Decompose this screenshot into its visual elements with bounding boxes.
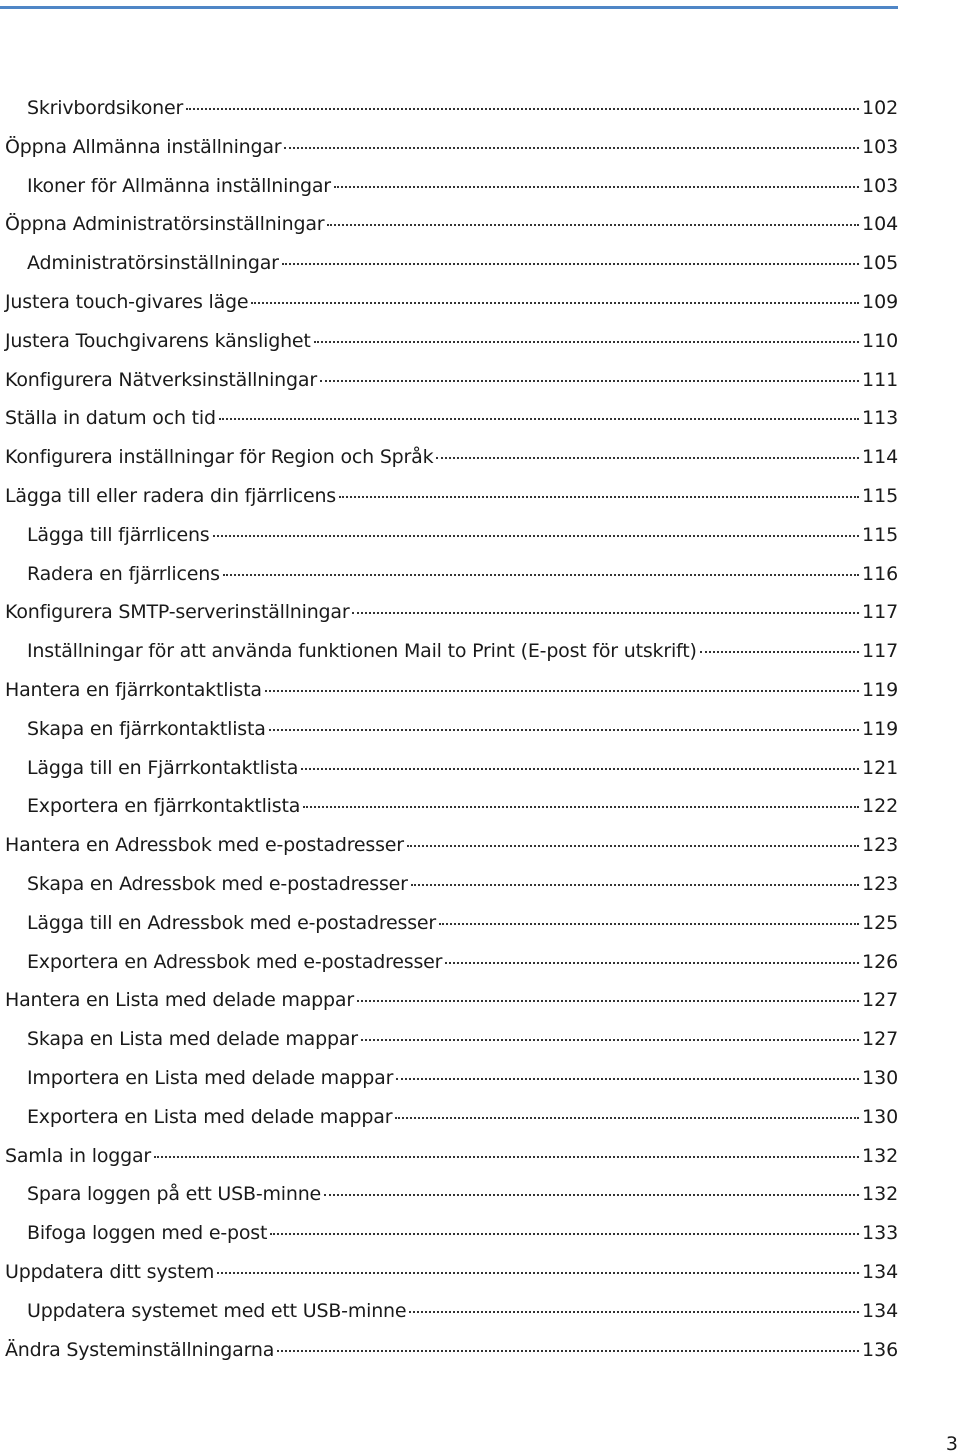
toc-entry-title: Lägga till en Adressbok med e-postadresser [27,911,437,934]
toc-entry[interactable] [0,1137,898,1176]
toc-entry-title: Lägga till fjärrlicens [27,523,210,546]
toc-entry-page: 126 [862,950,898,973]
toc-entry[interactable] [0,1175,898,1214]
toc-entry-title: Skapa en fjärrkontaktlista [27,717,266,740]
toc-entry-page: 134 [862,1260,898,1283]
toc-entry-page: 111 [862,368,898,391]
toc-dot-leader [409,1310,859,1313]
toc-entry[interactable] [0,516,898,555]
toc-entry[interactable] [0,244,898,283]
toc-entry-title: Justera touch-givares läge [5,290,249,313]
toc-entry-page: 133 [862,1222,898,1245]
toc-dot-leader [439,922,859,925]
toc-dot-leader [269,728,859,731]
toc-entry[interactable] [0,477,898,516]
toc-entry-title: Inställningar för att använda funktionen Mail to Print (E-post för utskrift) [27,640,697,663]
toc-entry-title: Öppna Allmänna inställningar [5,135,282,158]
toc-entry-page: 121 [862,756,898,779]
toc-entry-page: 136 [862,1338,898,1361]
toc-dot-leader [334,185,859,188]
table-of-contents [0,89,898,1369]
toc-entry[interactable] [0,555,898,594]
toc-dot-leader [217,1271,859,1274]
toc-dot-leader [407,844,859,847]
toc-dot-leader [436,456,859,459]
toc-entry-title: Konfigurera Nätverksinställningar [5,368,317,391]
toc-dot-leader [282,262,859,265]
toc-dot-leader [396,1077,859,1080]
toc-entry[interactable] [0,1292,898,1331]
toc-entry[interactable] [0,749,898,788]
toc-entry[interactable] [0,128,898,167]
toc-dot-leader [314,340,859,343]
toc-entry-page: 116 [862,562,898,585]
toc-dot-leader [700,650,859,653]
toc-entry-page: 109 [862,290,898,313]
toc-entry-page: 123 [862,872,898,895]
toc-entry-title: Ikoner för Allmänna inställningar [27,174,331,197]
toc-dot-leader [339,495,859,498]
toc-dot-leader [445,961,859,964]
header-rule [0,6,898,9]
toc-entry-page: 119 [862,717,898,740]
toc-entry-page: 115 [862,523,898,546]
toc-entry-title: Importera en Lista med delade mappar [27,1066,394,1089]
toc-entry[interactable] [0,438,898,477]
toc-dot-leader [327,223,859,226]
toc-entry-page: 104 [862,213,898,236]
toc-entry[interactable] [0,787,898,826]
toc-dot-leader [270,1232,859,1235]
toc-entry-title: Hantera en Lista med delade mappar [5,989,354,1012]
toc-entry-page: 103 [862,135,898,158]
toc-entry-page: 130 [862,1066,898,1089]
toc-dot-leader [277,1349,859,1352]
toc-entry[interactable] [0,89,898,128]
toc-entry-title: Spara loggen på ett USB-minne [27,1183,322,1206]
toc-dot-leader [352,611,859,614]
toc-entry-page: 102 [862,97,898,119]
toc-entry[interactable] [0,1098,898,1137]
toc-dot-leader [251,301,859,304]
toc-entry[interactable] [0,167,898,206]
toc-entry[interactable] [0,205,898,244]
toc-entry-page: 103 [862,174,898,197]
toc-entry-title: Lägga till en Fjärrkontaktlista [27,756,299,779]
toc-entry-title: Skapa en Lista med delade mappar [27,1028,358,1051]
toc-entry-title: Samla in loggar [5,1144,152,1167]
toc-entry[interactable] [0,1331,898,1370]
toc-dot-leader [357,999,859,1002]
toc-entry-title: Exportera en Lista med delade mappar [27,1105,393,1128]
toc-entry-title: Skapa en Adressbok med e-postadresser [27,872,408,895]
toc-entry-title: Skrivbordsikoner [27,97,184,119]
toc-entry[interactable] [0,943,898,982]
toc-entry-title: Bifoga loggen med e-post [27,1222,268,1245]
toc-entry-page: 117 [862,640,898,663]
toc-entry-page: 130 [862,1105,898,1128]
toc-entry-page: 123 [862,834,898,857]
toc-entry-title: Radera en fjärrlicens [27,562,220,585]
toc-entry[interactable] [0,710,898,749]
toc-entry-page: 113 [862,407,898,430]
toc-entry-title: Lägga till eller radera din fjärrlicens [5,484,336,507]
toc-dot-leader [301,767,859,770]
toc-dot-leader [411,883,859,886]
toc-entry-page: 134 [862,1299,898,1322]
toc-entry-title: Administratörsinställningar [27,252,279,275]
toc-entry-title: Ställa in datum och tid [5,407,216,430]
toc-entry[interactable] [0,322,898,361]
toc-dot-leader [265,689,859,692]
toc-entry[interactable] [0,1020,898,1059]
toc-entry[interactable] [0,1253,898,1292]
toc-dot-leader [361,1038,859,1041]
toc-entry[interactable] [0,283,898,322]
toc-entry-title: Uppdatera systemet med ett USB-minne [27,1299,407,1322]
toc-dot-leader [395,1116,859,1119]
toc-entry[interactable] [0,1059,898,1098]
toc-entry-title: Exportera en Adressbok med e-postadresser [27,950,443,973]
toc-entry[interactable] [0,904,898,943]
toc-dot-leader [303,805,859,808]
toc-entry-title: Konfigurera SMTP-serverinställningar [5,601,350,624]
toc-entry-page: 132 [862,1144,898,1167]
toc-dot-leader [186,107,859,110]
toc-entry-title: Öppna Administratörsinställningar [5,213,325,236]
toc-dot-leader [213,534,860,537]
toc-entry[interactable] [0,593,898,632]
toc-entry-page: 127 [862,989,898,1012]
toc-entry-page: 117 [862,601,898,624]
toc-entry-title: Justera Touchgivarens känslighet [5,329,311,352]
toc-dot-leader [324,1193,859,1196]
toc-entry[interactable] [0,826,898,865]
toc-entry-page: 105 [862,252,898,275]
toc-entry-page: 119 [862,678,898,701]
toc-dot-leader [223,573,859,576]
toc-entry-title: Konfigurera inställningar för Region och Språk [5,446,434,469]
toc-entry-page: 122 [862,795,898,818]
toc-dot-leader [284,146,859,149]
toc-dot-leader [154,1155,859,1158]
toc-entry-title: Exportera en fjärrkontaktlista [27,795,301,818]
toc-entry[interactable] [0,399,898,438]
page-number: 3 [945,1433,958,1455]
toc-entry-title: Uppdatera ditt system [5,1260,215,1283]
toc-entry[interactable] [0,1214,898,1253]
toc-entry-page: 114 [862,446,898,469]
toc-entry-page: 132 [862,1183,898,1206]
toc-entry-page: 110 [862,329,898,352]
toc-entry-page: 127 [862,1028,898,1051]
toc-entry-page: 115 [862,484,898,507]
toc-entry-title: Ändra Systeminställningarna [5,1338,275,1361]
toc-entry-title: Hantera en fjärrkontaktlista [5,678,262,701]
toc-entry[interactable] [0,671,898,710]
toc-entry[interactable] [0,865,898,904]
toc-entry-title: Hantera en Adressbok med e-postadresser [5,834,404,857]
toc-entry[interactable] [0,632,898,671]
toc-entry[interactable] [0,361,898,400]
toc-dot-leader [320,379,859,382]
toc-entry[interactable] [0,981,898,1020]
toc-entry-page: 125 [862,911,898,934]
toc-dot-leader [219,417,859,420]
